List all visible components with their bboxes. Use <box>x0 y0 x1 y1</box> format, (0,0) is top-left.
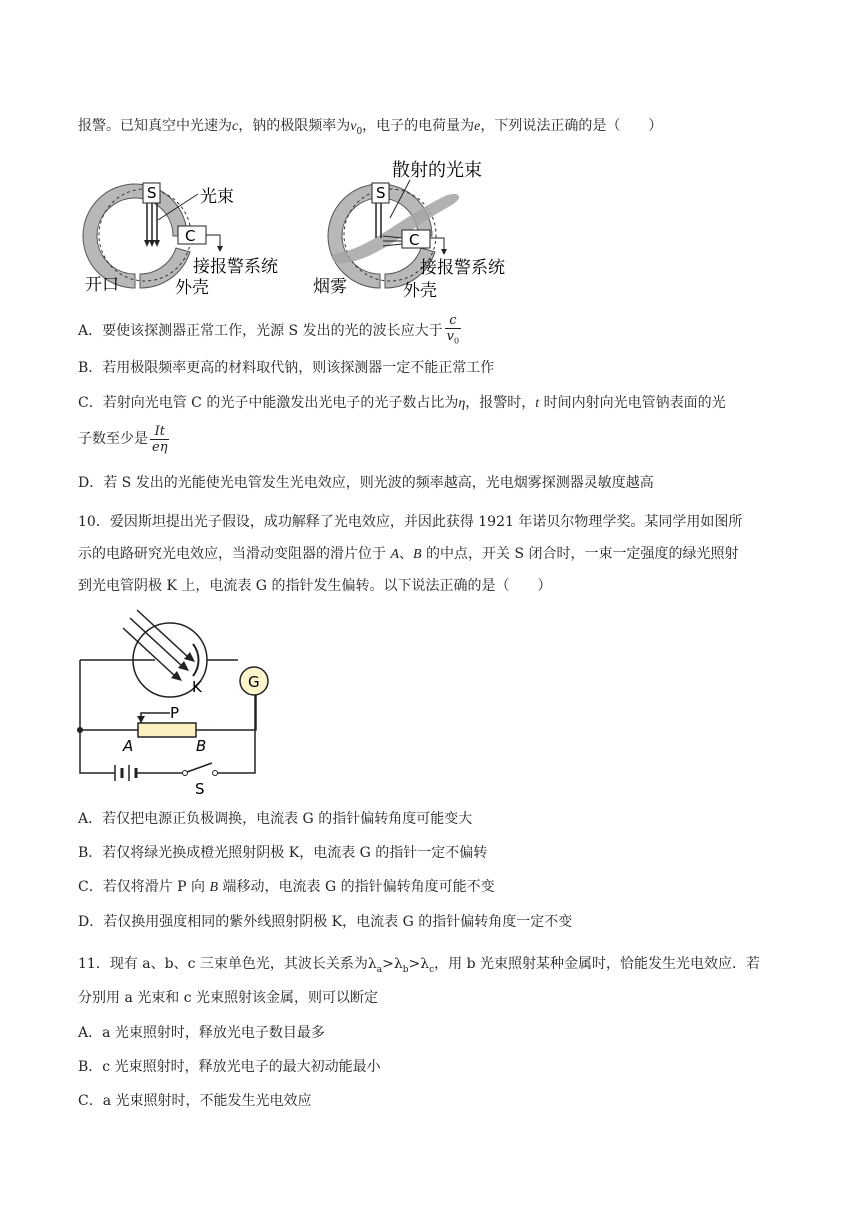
switch-contact-right <box>213 771 218 776</box>
light-source-label: S <box>147 184 157 202</box>
q9-option-b: B．若用极限频率更高的材料取代钠，则该探测器一定不能正常工作 <box>78 360 495 376</box>
light-source-label: S <box>376 184 386 202</box>
lambda-b-symbol: λ <box>393 956 403 972</box>
galvanometer-label: G <box>248 673 260 691</box>
alarm-arrow <box>217 246 223 252</box>
q9-option-a <box>78 313 461 349</box>
q9-stem-text-3: ，电子的电荷量为 <box>362 118 475 134</box>
denominator-symbol: v <box>446 329 454 345</box>
slider-label: P <box>170 704 180 722</box>
shell-label: 外壳 <box>403 281 437 301</box>
q9-option-a-text: A．要使该探测器正常工作，光源 S 发出的光的波长应大于 <box>78 323 443 339</box>
q10-option-d: D．若仅换用强度相同的紫外线照射阴极 K，电流表 G 的指针偏转角度一定不变 <box>78 914 573 930</box>
q9-option-c-text-1: C．若射向光电管 C 的光子中能激发出光电子的光子数占比为 <box>78 395 459 411</box>
photoelectric-circuit-figure <box>75 608 290 798</box>
lambda-c-subscript: c <box>429 964 435 975</box>
phototube-label: C <box>409 231 420 249</box>
fraction-numerator: It <box>150 424 169 440</box>
q10-stem-line3: 到光电管阴极 K 上，电流表 G 的指针发生偏转。以下说法正确的是（ ） <box>78 578 552 594</box>
phototube-label: C <box>185 227 196 245</box>
q9-stem-text-1: 报警。已知真空中光速为 <box>78 118 232 134</box>
lambda-a-subscript: a <box>376 964 383 975</box>
light-speed-symbol: c <box>232 119 239 134</box>
lambda-b-subscript: b <box>402 964 409 975</box>
q11-option-b: B．c 光束照射时，释放光电子的最大初动能最小 <box>78 1059 381 1075</box>
rheostat <box>138 723 196 737</box>
q9-option-d: D．若 S 发出的光能使光电管发生光电效应，则光波的频率越高，光电烟雾探测器灵敏度越高 <box>78 475 654 491</box>
cathode-label: K <box>192 678 202 696</box>
q10-option-b: B．若仅将绿光换成橙光照射阴极 K，电流表 G 的指针一定不偏转 <box>78 845 488 861</box>
q9-stem-text-4: ，下列说法正确的是（ ） <box>480 118 663 134</box>
beam-arrow-2 <box>149 240 155 247</box>
q11-stem-line1 <box>78 954 760 980</box>
threshold-frequency-symbol: v <box>350 119 357 134</box>
switch-lever <box>187 763 212 772</box>
greater-than-1: > <box>382 956 394 972</box>
rheostat-end-a-label: A <box>123 737 134 755</box>
shell-label: 外壳 <box>175 278 209 298</box>
q10-stem-text-1: 示的电路研究光电效应，当滑动变阻器的滑片位于 <box>78 546 391 562</box>
rheostat-end-b-label: B <box>196 737 207 755</box>
q9-option-c-text-4: 子数至少是 <box>78 431 148 447</box>
fraction-denominator: eη <box>152 439 168 455</box>
slider-wire <box>141 713 170 723</box>
q9-option-a-fraction <box>445 313 461 349</box>
beam-label: 光束 <box>200 187 234 207</box>
electron-charge-symbol: e <box>474 119 481 134</box>
q11-stem-line2: 分别用 a 光束和 c 光束照射该金属，则可以断定 <box>78 990 378 1006</box>
opening-label: 开口 <box>85 275 119 295</box>
smoke-detector-figure-normal <box>80 180 310 300</box>
point-a-symbol: A <box>390 547 400 562</box>
circuit-left-wire <box>80 660 115 773</box>
greater-than-2: > <box>408 956 421 972</box>
q10-stem-line2 <box>78 544 739 565</box>
q10-option-c <box>78 877 495 898</box>
alarm-arrow <box>441 249 447 255</box>
q9-option-c-text-2: ，报警时， <box>465 395 536 411</box>
beam-arrow-3 <box>154 240 160 247</box>
junction-dot <box>77 727 83 733</box>
q10-stem-text-2: 、 <box>399 546 414 562</box>
point-b-symbol: B <box>209 880 219 895</box>
switch-label: S <box>195 780 205 798</box>
threshold-frequency-subscript: 0 <box>356 126 363 137</box>
q9-option-c-fraction <box>150 424 169 455</box>
scattered-beam-label: 散射的光束 <box>392 160 482 181</box>
q11-stem-text-1: 11．现有 a、b、c 三束单色光，其波长关系为 <box>78 956 368 972</box>
slider-arrow <box>137 716 145 723</box>
q9-stem <box>78 116 662 142</box>
fraction-denominator <box>445 329 461 349</box>
alarm-system-label: 接报警系统 <box>193 257 278 277</box>
q9-option-c-line1 <box>78 393 726 414</box>
lambda-c-symbol: λ <box>420 956 430 972</box>
alarm-system-label: 接报警系统 <box>420 258 505 278</box>
q10-option-c-text-2: 端移动，电流表 G 的指针偏转角度可能不变 <box>218 879 495 895</box>
q10-option-a: A．若仅把电源正负极调换，电流表 G 的指针偏转角度可能变大 <box>78 811 473 827</box>
q9-option-c-text-3: 时间内射向光电管钠表面的光 <box>539 395 726 411</box>
fraction-numerator: c <box>445 313 461 329</box>
smoke-label: 烟雾 <box>313 277 347 297</box>
q10-stem-line1: 10．爱因斯坦提出光子假设，成功解释了光电效应，并因此获得 1921 年诺贝尔物理学奖。某同学用如图所 <box>78 514 743 530</box>
lambda-a-symbol: λ <box>367 956 377 972</box>
q9-stem-text-2: ，钠的极限频率为 <box>238 118 351 134</box>
point-b-symbol: B <box>413 547 422 562</box>
q11-option-a: A．a 光束照射时，释放光电子数目最多 <box>78 1025 325 1041</box>
q11-option-c: C．a 光束照射时，不能发生光电效应 <box>78 1093 312 1109</box>
smoke-detector-figure-smoke <box>310 158 540 303</box>
q9-option-c-line2 <box>78 421 169 457</box>
q10-option-c-text-1: C．若仅将滑片 P 向 <box>78 879 210 895</box>
eta-symbol: η <box>458 396 466 411</box>
denominator-subscript: 0 <box>453 336 460 346</box>
time-symbol: t <box>535 396 540 411</box>
beam-arrow-1 <box>144 240 150 247</box>
circuit-bottom-right-wire <box>217 730 255 773</box>
q10-stem-text-3: 的中点，开关 S 闭合时，一束一定强度的绿光照射 <box>421 546 739 562</box>
q11-stem-text-2: ，用 b 光束照射某种金属时，恰能发生光电效应．若 <box>434 956 761 972</box>
switch-contact-left <box>183 771 188 776</box>
